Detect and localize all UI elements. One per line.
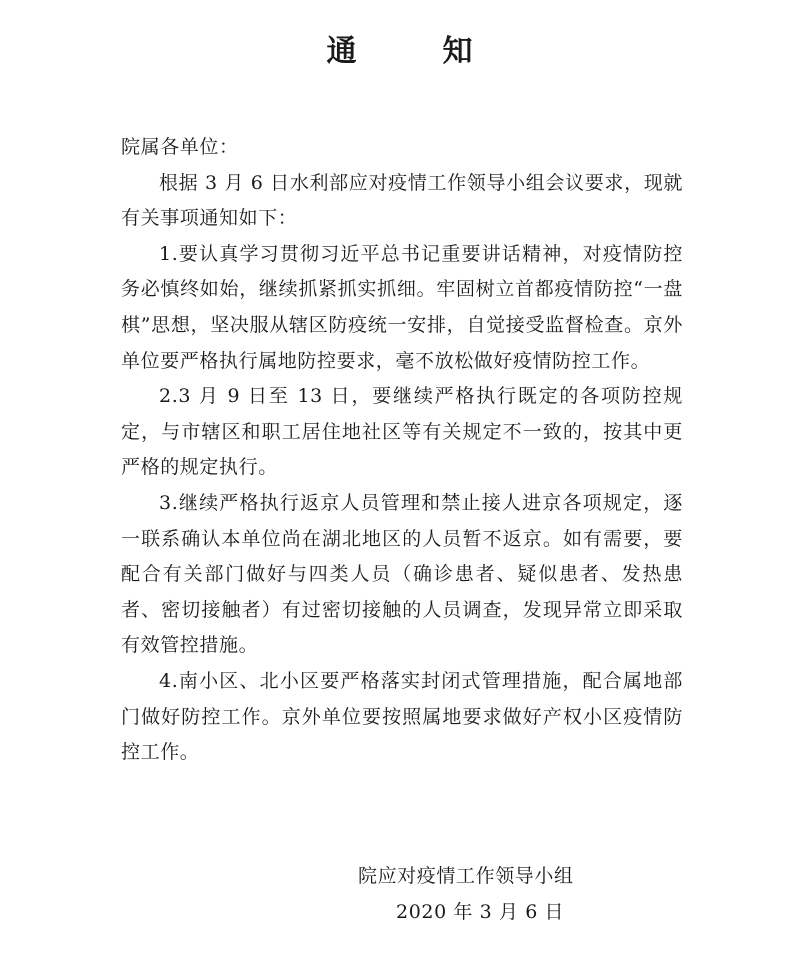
notice-title: 通 知: [326, 34, 501, 69]
item-paragraph-4: 4.南小区、北小区要严格落实封闭式管理措施，配合属地部门做好防控工作。京外单位要按照属地要求做好产权小区疫情防控工作。: [121, 669, 683, 764]
salutation: 院属各单位：: [121, 136, 239, 158]
item-paragraph-1: 1.要认真学习贯彻习近平总书记重要讲话精神，对疫情防控务必慎终如始，继续抓紧抓实抓细。牢固树立首都疫情防控“一盘棋”思想，坚决服从辖区防疫统一安排，自觉接受监督检查。京外单位要严格执行属地防控要求，毫不放松做好疫情防控工作。: [121, 242, 683, 372]
item-paragraph-2: 2.3 月 9 日至 13 日，要继续严格执行既定的各项防控规定，与市辖区和职工居住地社区等有关规定不一致的，按其中更严格的规定执行。: [121, 385, 683, 479]
signature-org: 院应对疫情工作领导小组: [358, 865, 574, 887]
notice-body: [121, 130, 683, 771]
item-paragraph-3: 3.继续严格执行返京人员管理和禁止接人进京各项规定，逐一联系确认本单位尚在湖北地区的人员暂不返京。如有需要，要配合有关部门做好与四类人员（确诊患者、疑似患者、发热患者、密切接触者）有过密切接触的人员调查，发现异常立即采取有效管控措施。: [121, 491, 683, 657]
signature-date: 2020 年 3 月 6 日: [396, 901, 565, 923]
signature-block: [358, 858, 618, 930]
intro-paragraph: 根据 3 月 6 日水利部应对疫情工作领导小组会议要求，现就有关事项通知如下：: [121, 171, 683, 230]
